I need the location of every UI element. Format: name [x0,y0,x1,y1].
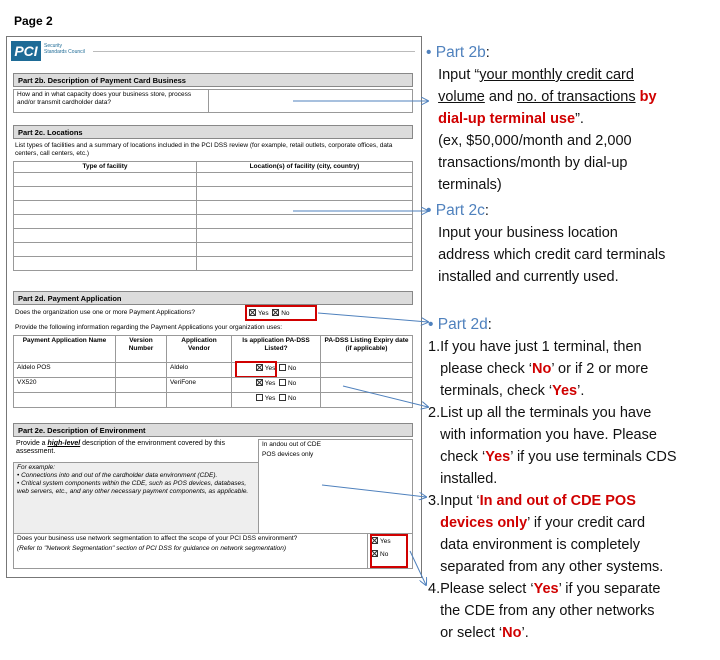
col-pa-dss-listed: Is application PA-DSS Listed? [231,335,321,363]
pa-yes-label: Yes [258,310,269,317]
part-2d-header: Part 2d. Payment Application [13,291,413,305]
pa-dss-listed-cell: Yes No [231,377,321,393]
annotation-2c: • Part 2c: Input your business location address which credit card terminals installed and currently used. [426,202,666,285]
part-2e-answer-field[interactable]: In andou out of CDE POS devices only [258,439,413,534]
part-2b-question: How and in what capacity does your business store, process and/or transmit cardholder data? [13,89,209,113]
pa-no-label: No [281,310,290,317]
vendor-cell[interactable]: Aldelo [166,362,232,378]
pa-dss-listed-cell: Yes No [231,392,321,408]
arrow-2d-2 [343,386,428,407]
col-vendor: Application Vendor [166,335,232,363]
col-location: Location(s) of facility (city, country) [196,161,413,173]
arrow-2d-1 [318,313,428,322]
part-2e-header: Part 2e. Description of Environment [13,423,413,437]
part-2c-header: Part 2c. Locations [13,125,413,139]
annotation-2b: • Part 2b: Input “your monthly credit card volume and no. of transactions by dial-up terminal use”. (ex, $50,000/month and 2,000 transactions/month by dial-up terminals) [426,44,657,193]
part-2b-header: Part 2b. Description of Payment Card Business [13,73,413,87]
part-2e-examples: For example: • Connections into and out of the cardholder data environment (CDE). • Critical system components within the CDE, such as POS devices, databases, web servers, etc., and any other necessary payment components, as applicable. [17,464,249,495]
part-2d-provide: Provide the following information regarding the Payment Applications your organization uses: [15,324,283,331]
part-2d-question: Does the organization use one or more Payment Applications? [15,309,195,316]
pci-logo-text: Security Standards Council [44,43,85,55]
annotation-2d: • Part 2d: 1.If you have just 1 terminal, then please check ‘No’ or if 2 or more terminals, check ‘Yes’. 2.List up all the terminals you have with information you have. Please check ‘Yes’ if you use terminals CDS installed. 3.Input ‘In and out of CDE POS devices only’ if your credit card data environment is completely separated from any other systems. 4.Please select ‘Yes’ if you separate the CDE from any other networks or select ‘No’. [428,316,677,641]
segmentation-question: Does your business use network segmentation to affect the scope of your PCI DSS environment? (Refer to "Network Segmentation" section of PCI DSS for guidance on network segmentation) [13,533,368,569]
app-name-cell[interactable]: Aldelo POS [13,362,116,378]
arrow-2d-3 [322,485,426,497]
col-app-name: Payment Application Name [13,335,116,363]
page-label: Page 2 [14,14,53,28]
col-expiry: PA-DSS Listing Expiry date (if applicable) [320,335,413,363]
col-version: Version Number [115,335,167,363]
pa-dss-listed-cell: Yes No [231,362,321,378]
arrow-2d-4 [410,551,426,585]
vendor-cell[interactable]: VeriFone [166,377,232,393]
part-2c-instruction: List types of facilities and a summary of locations included in the PCI DSS review (for example, retail outlets, corporate offices, data centers, call centers, etc.) [15,142,393,157]
part-2e-provide: Provide a high-level description of the environment covered by this assessment. [16,440,225,455]
pci-logo-mark: PCI [11,41,41,61]
segmentation-answer: Yes No [367,533,413,569]
col-type-of-facility: Type of facility [13,161,197,173]
app-name-cell[interactable]: VX520 [13,377,116,393]
